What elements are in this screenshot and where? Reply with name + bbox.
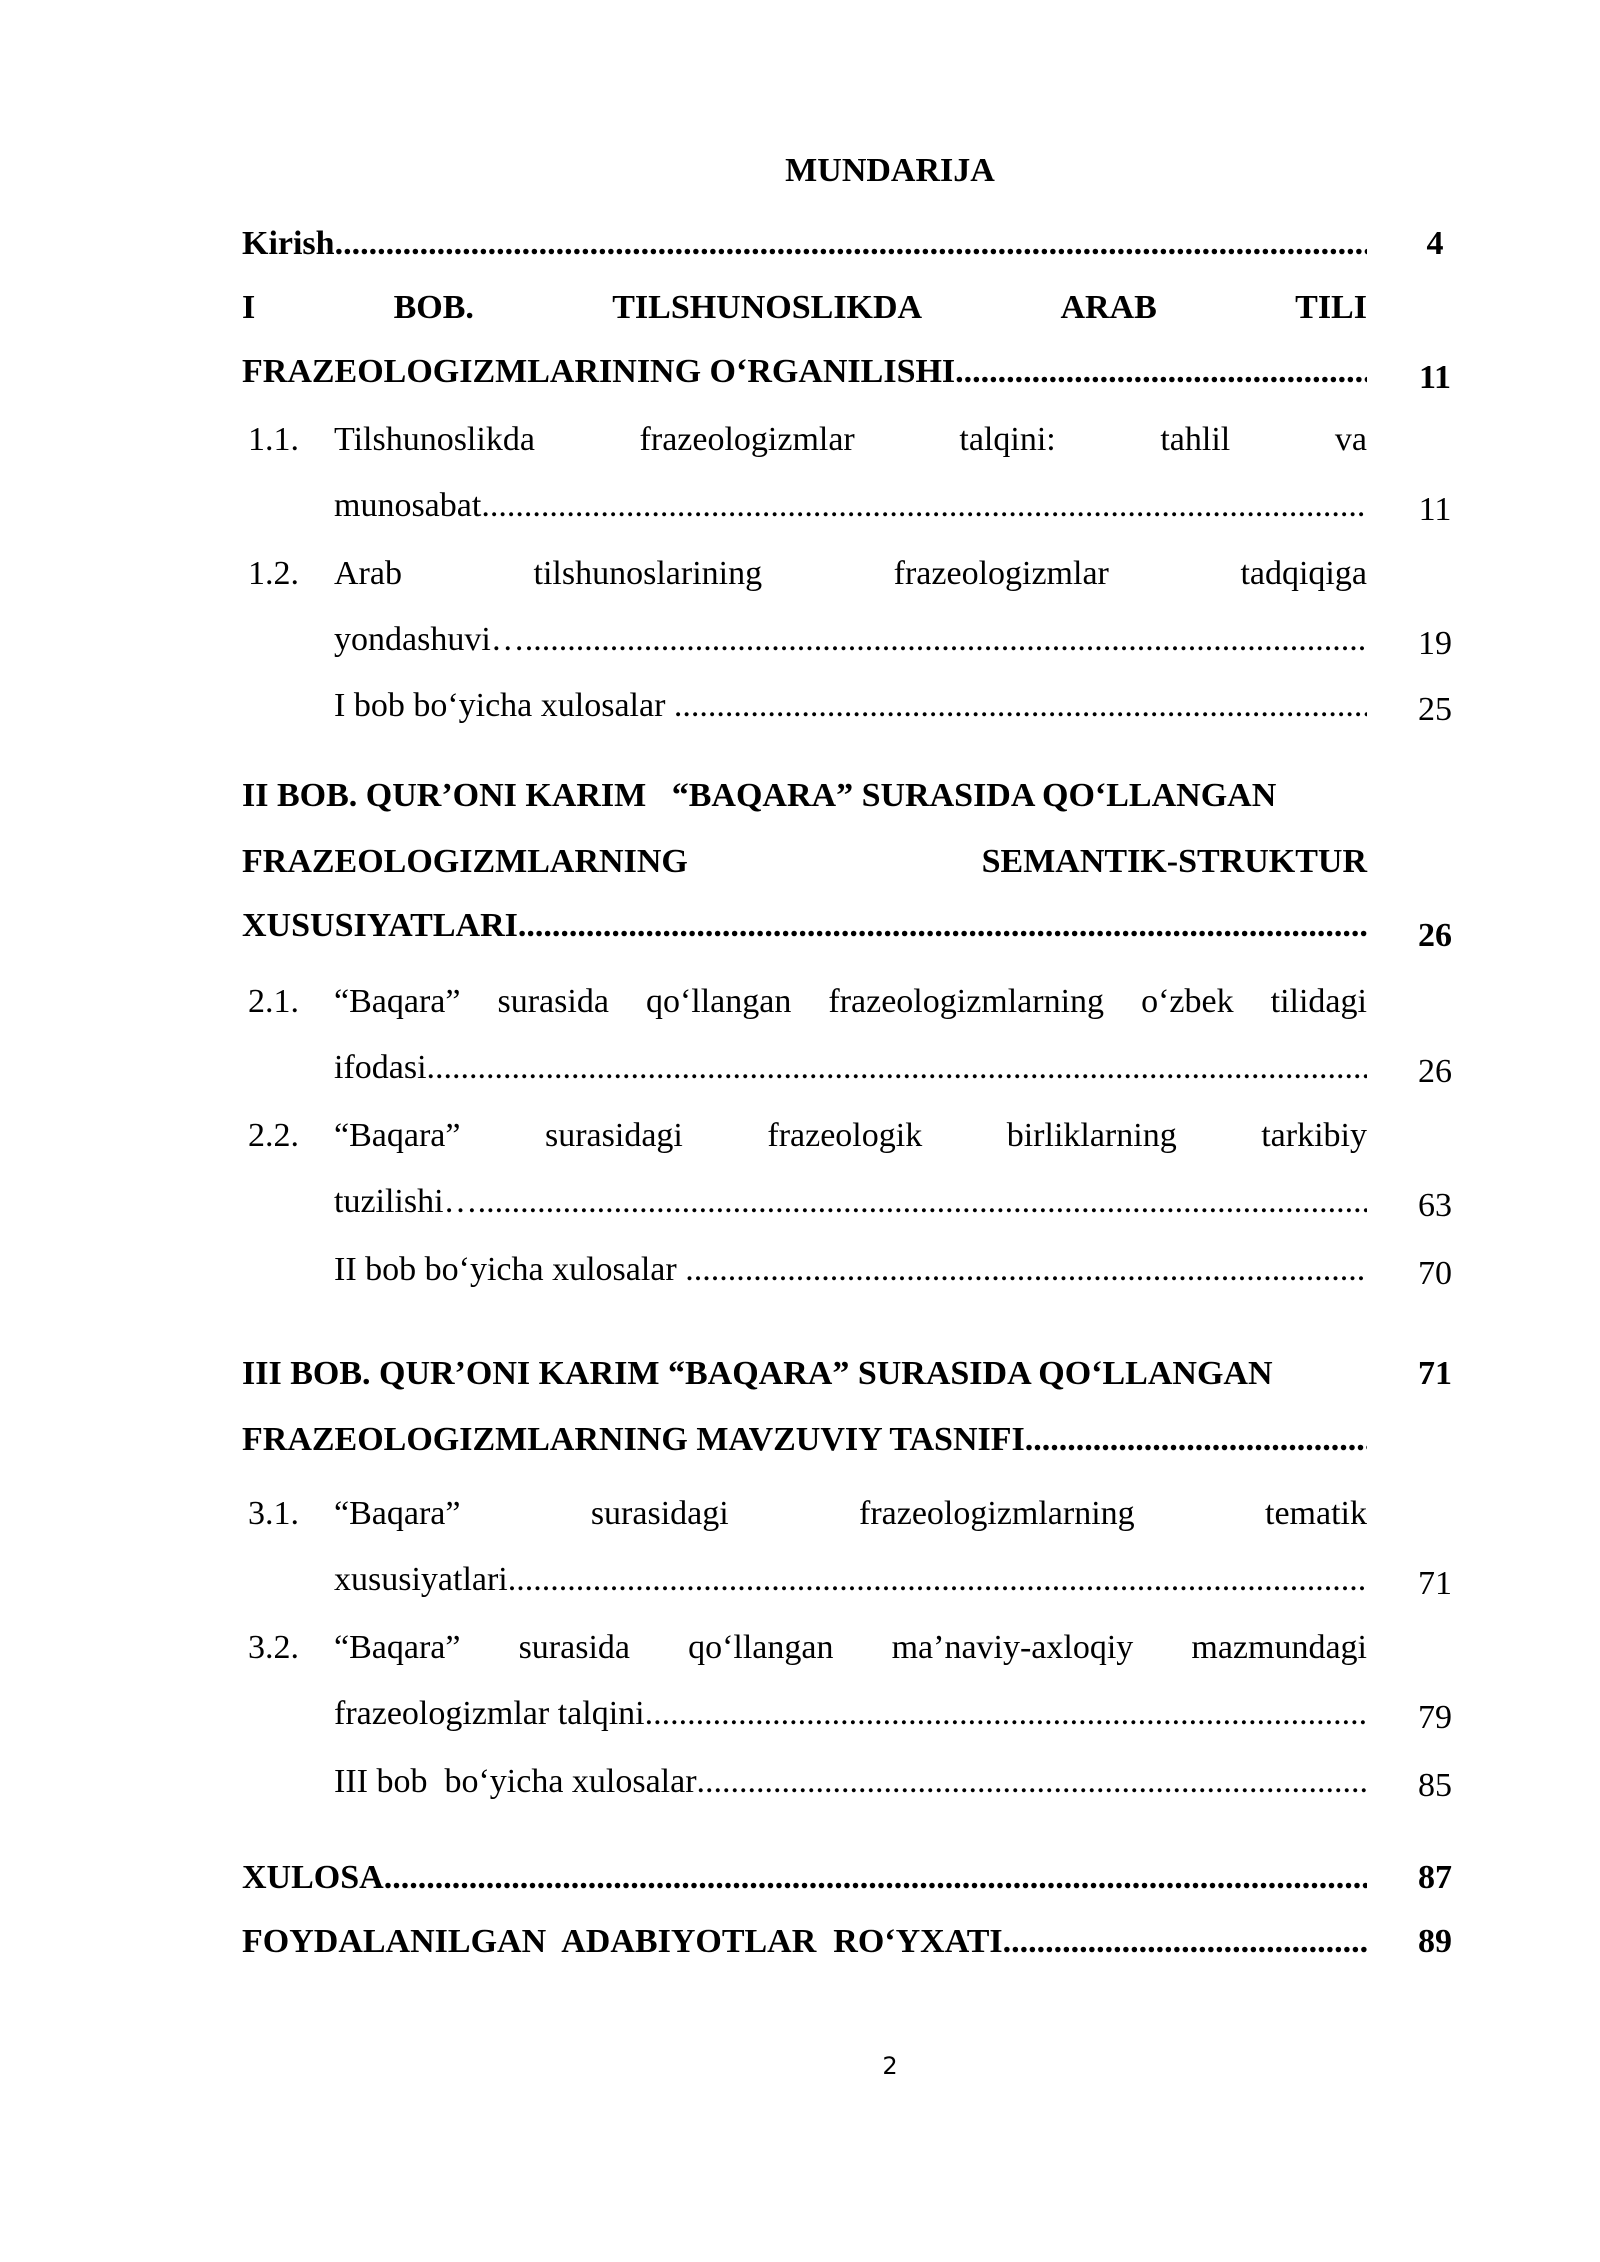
word: birliklarning (1006, 1117, 1177, 1154)
dot-leader (427, 1048, 1367, 1088)
toc-entry-label: xususiyatlari (334, 1561, 508, 1598)
toc-entry-kirish[interactable] (242, 224, 1367, 264)
toc-page-number: 4 (1426, 225, 1444, 262)
dot-leader (1025, 1420, 1367, 1460)
word: frazeologizmlar (639, 421, 855, 458)
toc-entry-label: munosabat (334, 487, 482, 524)
toc-entry-label: III bob bo‘yicha xulosalar (334, 1763, 697, 1800)
section-number: 1.2. (248, 555, 299, 592)
heading-word: BOB. (393, 289, 474, 326)
toc-page-number: 71 (1418, 1565, 1452, 1602)
toc-entry-label: ifodasi (334, 1049, 427, 1086)
heading-word: I (242, 289, 256, 326)
toc-entry-label: FOYDALANILGAN ADABIYOTLAR RO‘YXATI (242, 1923, 1003, 1960)
toc-entry-label: XUSUSIYATLARI (242, 907, 518, 944)
toc-page-number: 79 (1418, 1699, 1452, 1736)
toc-entry-label: Kirish (242, 225, 335, 262)
chapter-3-heading-line-1[interactable]: III BOB. QUR’ONI KARIM “BAQARA” SURASIDA QO‘LLANGAN (242, 1355, 1273, 1392)
chapter-1-summary[interactable] (334, 686, 1367, 726)
word: surasidagi (545, 1117, 683, 1154)
toc-page-number: 19 (1418, 625, 1452, 662)
word: va (1334, 421, 1367, 458)
toc-page-number: 85 (1418, 1767, 1452, 1804)
word: talqini: (959, 421, 1056, 458)
word: tahlil (1160, 421, 1231, 458)
word: tematik (1265, 1495, 1367, 1532)
heading-word: TILSHUNOSLIKDA (612, 289, 923, 326)
chapter-1-heading-line-2[interactable] (242, 352, 1367, 392)
section-1-1-line-2[interactable] (334, 486, 1367, 526)
dot-leader (508, 1560, 1367, 1600)
word: tarkibiy (1261, 1117, 1367, 1154)
section-3-1-line-1[interactable] (334, 1494, 1367, 1534)
section-1-1-line-1[interactable] (334, 420, 1367, 460)
word: qo‘llangan (688, 1629, 834, 1666)
toc-entry-label: XULOSA (242, 1859, 384, 1896)
dot-leader (481, 486, 1367, 526)
word: Arab (334, 555, 402, 592)
word: o‘zbek (1141, 983, 1234, 1020)
toc-page-number: 87 (1418, 1859, 1452, 1896)
word: tilshunoslarining (533, 555, 763, 592)
toc-page-number: 71 (1418, 1355, 1452, 1392)
toc-page-number: 26 (1418, 1053, 1452, 1090)
dot-leader (1003, 1922, 1367, 1962)
section-2-1-line-2[interactable] (334, 1048, 1367, 1088)
toc-entry-label: FRAZEOLOGIZMLARINING O‘RGANILISHI (242, 353, 956, 390)
word: Tilshunoslikda (334, 421, 535, 458)
toc-entry-label: tuzilishi… (334, 1183, 478, 1220)
section-number: 3.1. (248, 1495, 299, 1532)
word: frazeologizmlarning (828, 983, 1105, 1020)
word: ma’naviy-axloqiy (891, 1629, 1134, 1666)
page-number: 2 (882, 2052, 898, 2080)
word: frazeologizmlar (893, 555, 1109, 592)
word: “Baqara” (334, 1117, 461, 1154)
toc-entry-label: I bob bo‘yicha xulosalar (334, 687, 674, 724)
word: “Baqara” (334, 1629, 461, 1666)
toc-entry-label: FRAZEOLOGIZMLARNING MAVZUVIY TASNIFI (242, 1421, 1025, 1458)
toc-page-number: 11 (1418, 359, 1452, 396)
toc-entry-label: yondashuvi…. (334, 621, 534, 658)
word: frazeologik (767, 1117, 923, 1154)
dot-leader (478, 1182, 1367, 1222)
dot-leader (955, 352, 1367, 392)
word: tadqiqiga (1240, 555, 1367, 592)
page-title: MUNDARIJA (785, 152, 995, 189)
word: qo‘llangan (645, 983, 792, 1020)
word: surasida (497, 983, 609, 1020)
section-3-2-line-2[interactable] (334, 1694, 1367, 1734)
heading-word: FRAZEOLOGIZMLARNING (242, 843, 688, 880)
toc-entry-xulosa[interactable] (242, 1858, 1367, 1898)
section-1-2-line-2[interactable] (334, 620, 1367, 660)
chapter-1-heading-line-1[interactable] (242, 288, 1367, 328)
word: surasida (518, 1629, 630, 1666)
chapter-3-heading-line-2[interactable] (242, 1420, 1367, 1460)
word: frazeologizmlarning (859, 1495, 1135, 1532)
dot-leader (335, 224, 1367, 264)
section-number: 1.1. (248, 421, 299, 458)
section-1-2-line-1[interactable] (334, 554, 1367, 594)
toc-entry-label: II bob bo‘yicha xulosalar (334, 1251, 686, 1288)
chapter-2-heading-line-2[interactable] (242, 842, 1367, 882)
section-number: 2.1. (248, 983, 299, 1020)
word: tilidagi (1270, 983, 1367, 1020)
toc-page-number: 63 (1418, 1187, 1452, 1224)
toc-entry-references[interactable] (242, 1922, 1367, 1962)
toc-entry-label: frazeologizmlar talqini (334, 1695, 645, 1732)
section-2-2-line-2[interactable] (334, 1182, 1367, 1222)
dot-leader (697, 1762, 1367, 1802)
heading-word: SEMANTIK-STRUKTUR (981, 843, 1367, 880)
toc-page-number: 25 (1418, 691, 1452, 728)
dot-leader (533, 620, 1367, 660)
section-3-1-line-2[interactable] (334, 1560, 1367, 1600)
heading-word: TILI (1295, 289, 1367, 326)
chapter-2-heading-line-3[interactable] (242, 906, 1367, 946)
dot-leader (384, 1858, 1367, 1898)
chapter-2-summary[interactable] (334, 1250, 1367, 1290)
section-2-1-line-1[interactable] (334, 982, 1367, 1022)
dot-leader (645, 1694, 1367, 1734)
section-2-2-line-1[interactable] (334, 1116, 1367, 1156)
toc-page-number: 70 (1418, 1255, 1452, 1292)
section-number: 3.2. (248, 1629, 299, 1666)
toc-page-number: 26 (1418, 917, 1452, 954)
dot-leader (685, 1250, 1367, 1290)
heading-word: ARAB (1060, 289, 1157, 326)
word: surasidagi (590, 1495, 729, 1532)
chapter-2-heading-line-1[interactable]: II BOB. QUR’ONI KARIM “BAQARA” SURASIDA QO‘LLANGAN (242, 777, 1277, 814)
dot-leader (518, 906, 1367, 946)
chapter-3-summary[interactable] (334, 1762, 1367, 1802)
word: “Baqara” (334, 1495, 461, 1532)
word: “Baqara” (334, 983, 461, 1020)
dot-leader (674, 686, 1367, 726)
word: mazmundagi (1191, 1629, 1367, 1666)
toc-page-number: 89 (1418, 1923, 1452, 1960)
section-number: 2.2. (248, 1117, 299, 1154)
toc-page-number: 11 (1418, 491, 1452, 528)
section-3-2-line-1[interactable] (334, 1628, 1367, 1668)
